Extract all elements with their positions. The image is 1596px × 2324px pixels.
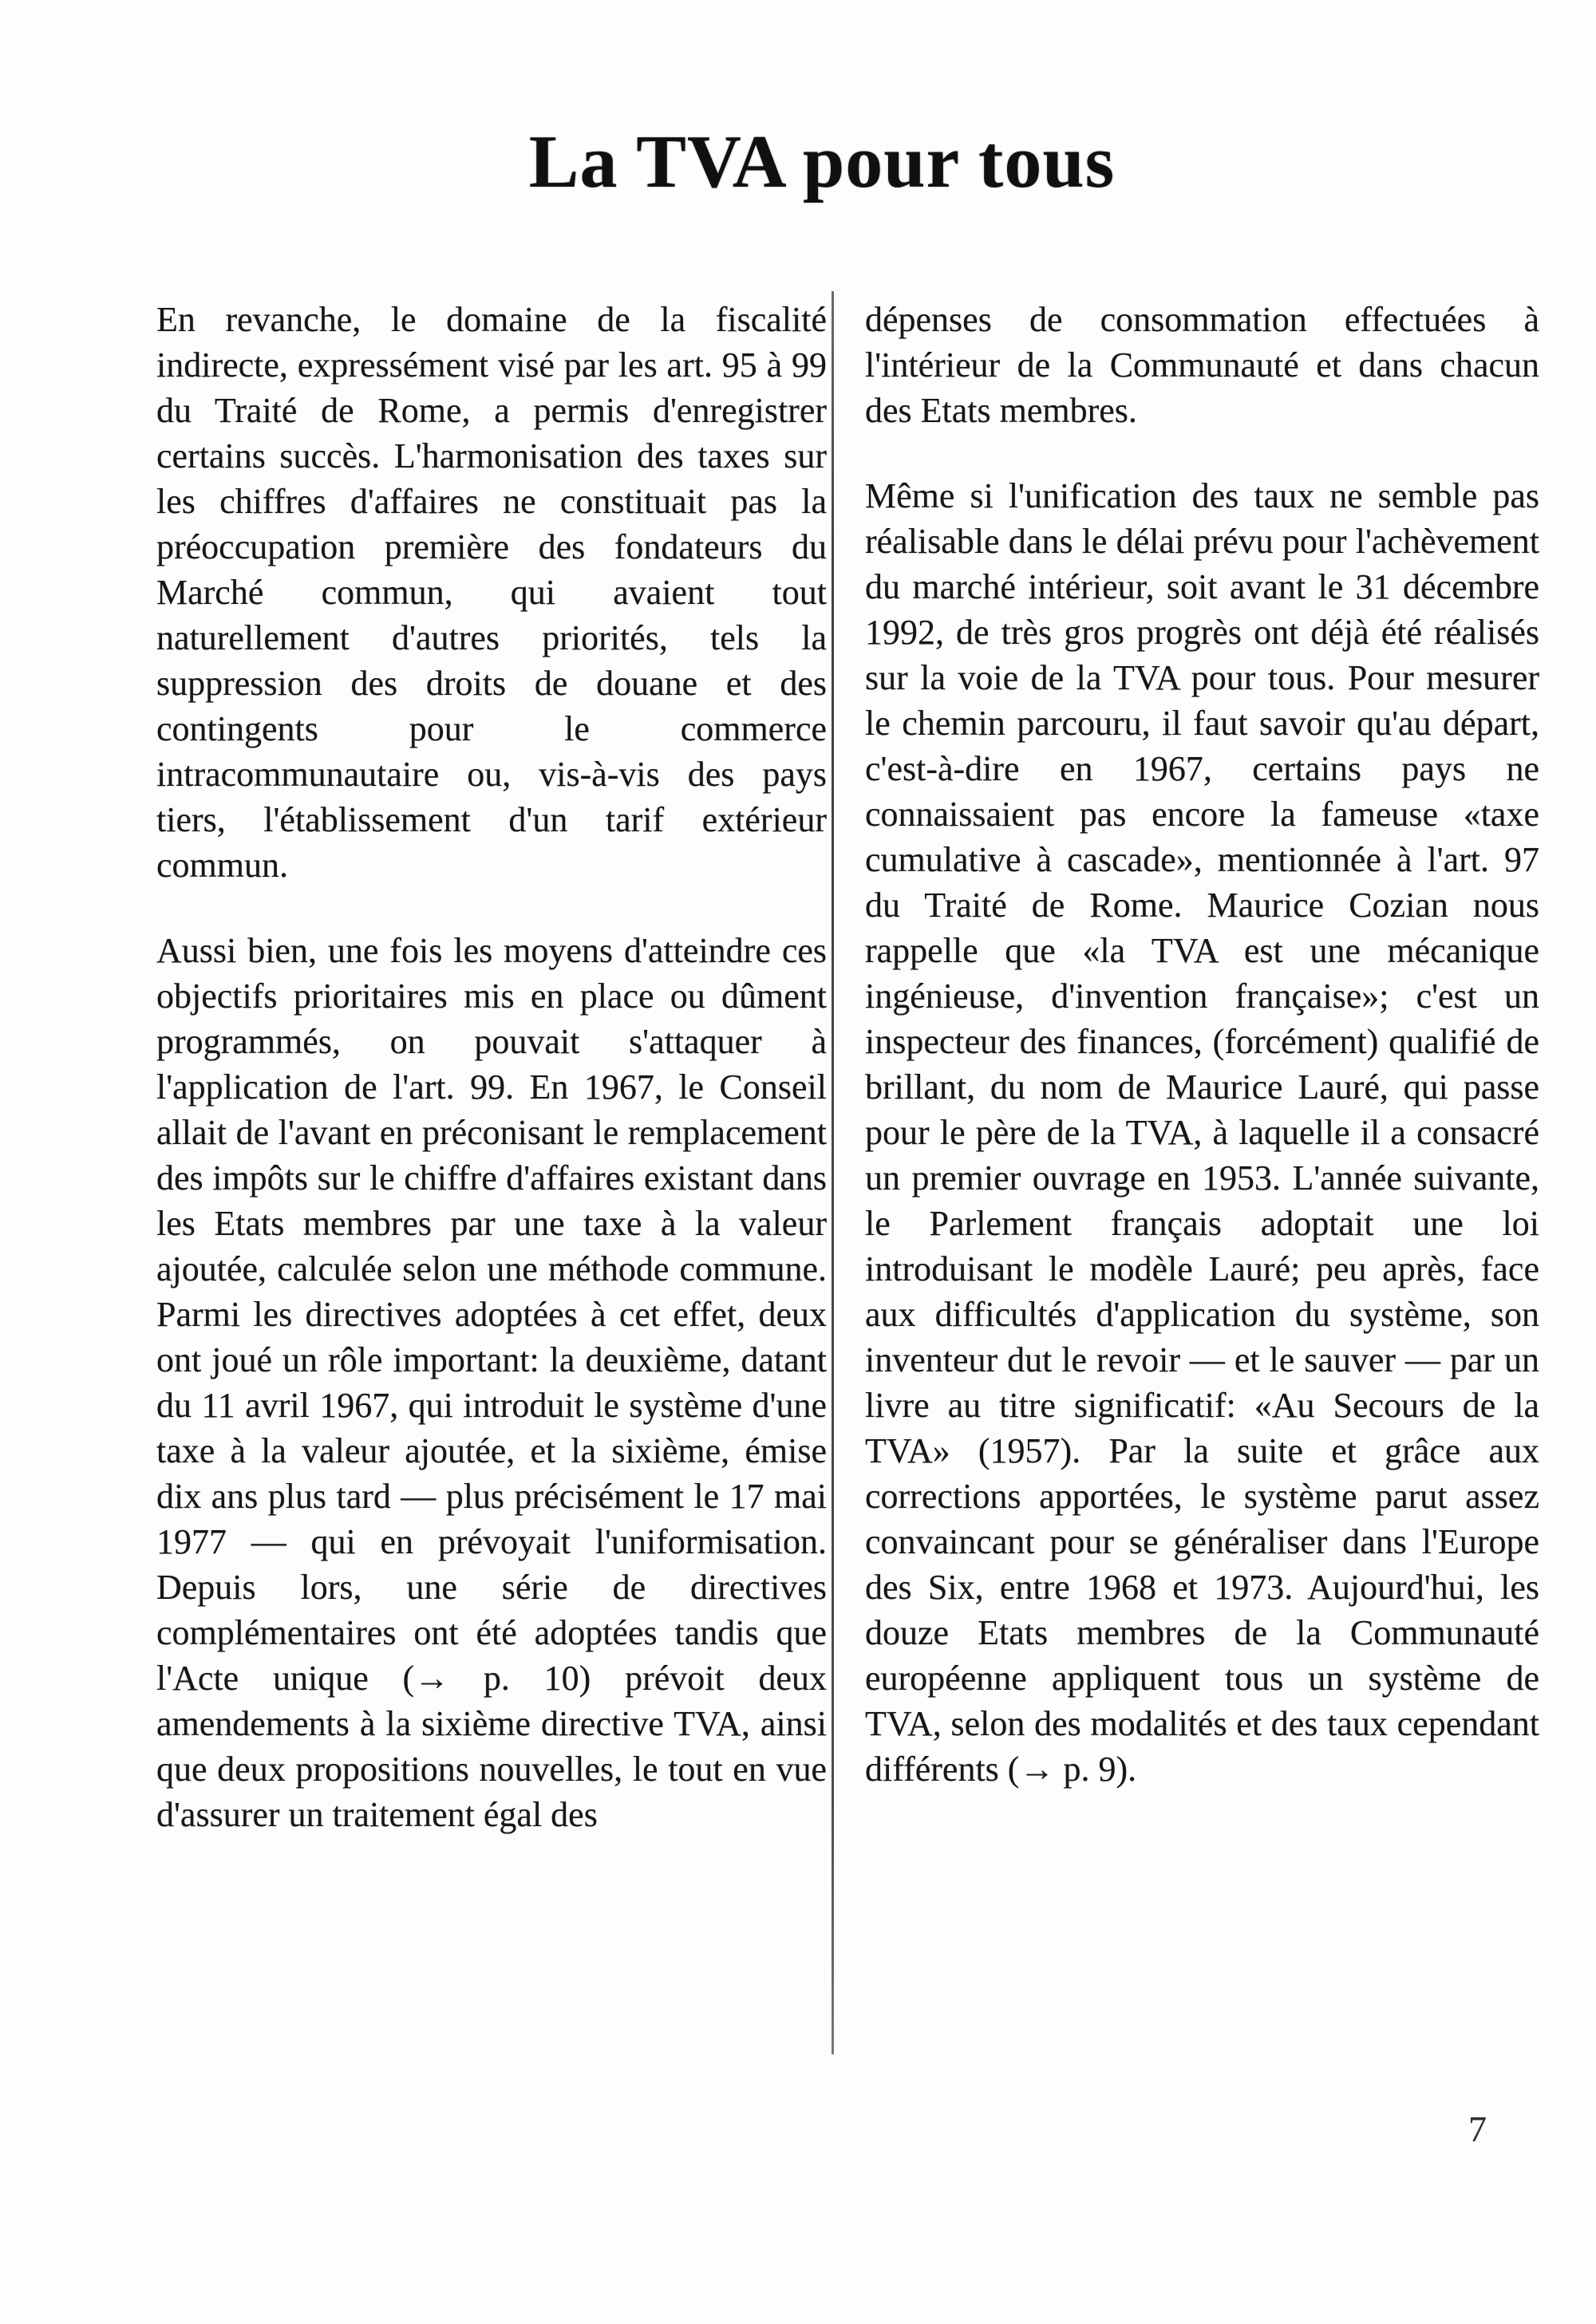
page-number: 7: [1468, 2109, 1487, 2149]
body-paragraph: dépenses de consommation effectuées à l'intérieur de la Communauté et dans chacun des Etats membres.: [865, 300, 1539, 430]
body-paragraph: En revanche, le domaine de la fiscalité indirecte, expressément visé par les art. 95 à 99 du Traité de Rome, a permis d'enregistrer certains succès. L'harmonisation des taxes sur les chiffres d'affaires ne constituait pas la préoccupation première des fondateurs du Marché commun, qui avaient tout naturellement d'autres priorités, tels la suppression des droits de douane et des contingents pour le commerce intracommunautaire ou, vis-à-vis des pays tiers, l'établissement d'un tarif extérieur commun.: [156, 300, 827, 885]
page-title: La TVA pour tous: [528, 120, 1116, 203]
column-divider: [832, 291, 834, 2054]
body-paragraph: Même si l'unification des taux ne semble pas réalisable dans le délai prévu pour l'achèvement du marché intérieur, soit avant le 31 décembre 1992, de très gros progrès ont déjà été réalisés sur la voie de la TVA pour tous. Pour mesurer le chemin parcouru, il faut savoir qu'au départ, c'est-à-dire en 1967, certains pays ne connaissaient pas encore la fameuse «taxe cumulative à cascade», mentionnée à l'art. 97 du Traité de Rome. Maurice Cozian nous rappelle que «la TVA est une mécanique ingénieuse, d'invention française»; c'est un inspecteur des finances, (forcément) qualifié de brillant, du nom de Maurice Lauré, qui passe pour le père de la TVA, à laquelle il a consacré un premier ouvrage en 1953. L'année suivante, le Parlement français adoptait une loi introduisant le modèle Lauré; peu après, face aux difficultés d'application du système, son inventeur dut le revoir — et le sauver — par un livre au titre significatif: «Au Secours de la TVA» (1957). Par la suite et grâce aux corrections apportées, le système parut assez convaincant pour se généraliser dans l'Europe des Six, entre 1968 et 1973. Aujourd'hui, les douze Etats membres de la Communauté européenne appliquent tous un système de TVA, selon des modalités et des taux cependant différents (→ p. 9).: [865, 476, 1539, 1789]
body-paragraph: Aussi bien, une fois les moyens d'atteindre ces objectifs prioritaires mis en place ou dûment programmés, on pouvait s'attaquer à l'application de l'art. 99. En 1967, le Conseil allait de l'avant en préconisant le remplacement des impôts sur le chiffre d'affaires existant dans les Etats membres par une taxe à la valeur ajoutée, calculée selon une méthode commune. Parmi les directives adoptées à cet effet, deux ont joué un rôle important: la deuxième, datant du 11 avril 1967, qui introduit le système d'une taxe à la valeur ajoutée, et la sixième, émise dix ans plus tard — plus précisément le 17 mai 1977 — qui en prévoyait l'uniformisation. Depuis lors, une série de directives complémentaires ont été adoptées tandis que l'Acte unique (→ p. 10) prévoit deux amendements à la sixième directive TVA, ainsi que deux propositions nouvelles, le tout en vue d'assurer un traitement égal des: [156, 931, 827, 1834]
right-column: [865, 297, 1539, 1832]
left-column: [156, 297, 827, 1877]
